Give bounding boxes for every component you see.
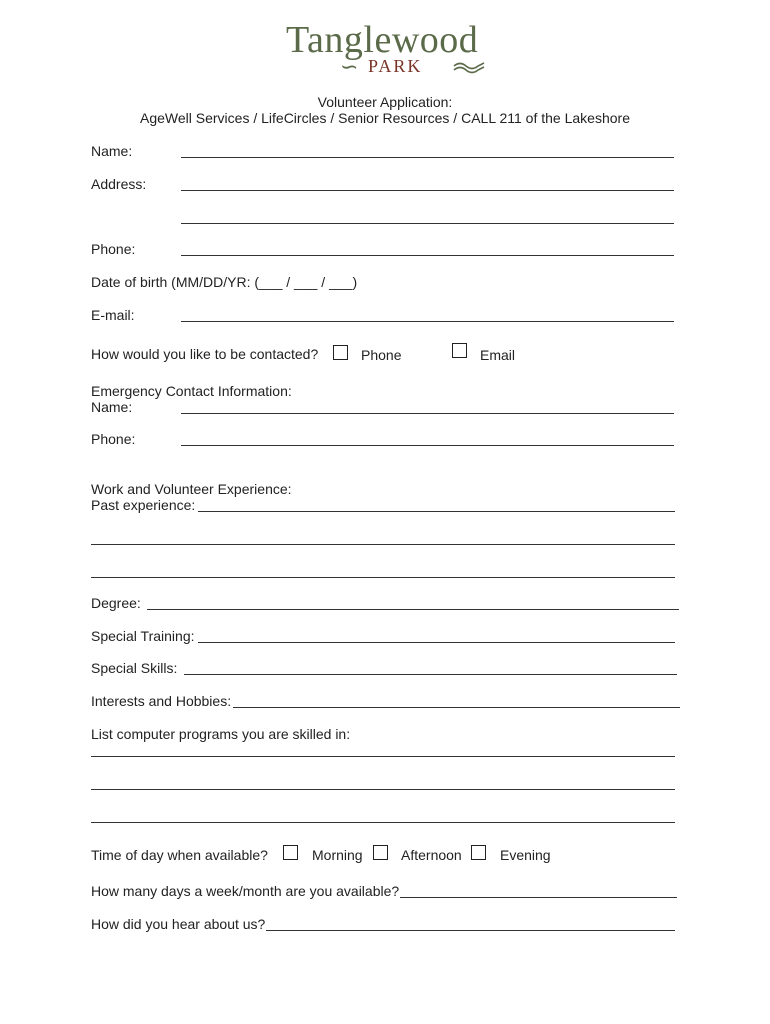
interests-label: Interests and Hobbies:	[91, 693, 232, 709]
days-available-label: How many days a week/month are you available?	[91, 883, 400, 899]
emergency-name-field[interactable]	[181, 413, 674, 414]
computer-programs-label: List computer programs you are skilled in:	[91, 726, 351, 742]
special-training-field[interactable]	[198, 642, 675, 643]
email-label: E-mail:	[91, 307, 135, 323]
time-morning-label: Morning	[312, 847, 363, 863]
logo-park: PARK	[368, 56, 423, 76]
contact-question: How would you like to be contacted?	[91, 346, 319, 362]
degree-label: Degree:	[91, 595, 141, 611]
heard-about-field[interactable]	[266, 930, 675, 931]
special-skills-field[interactable]	[184, 674, 677, 675]
name-label: Name:	[91, 143, 133, 159]
name-field[interactable]	[181, 157, 674, 158]
degree-field[interactable]	[147, 609, 679, 610]
past-experience-field[interactable]	[198, 511, 675, 512]
special-training-label: Special Training:	[91, 628, 195, 644]
computer-programs-field-line-3[interactable]	[91, 822, 675, 823]
logo-wave-icon	[452, 60, 486, 74]
past-experience-label: Past experience:	[91, 497, 196, 513]
address-field-line-1[interactable]	[181, 190, 674, 191]
address-label: Address:	[91, 176, 147, 192]
phone-field[interactable]	[181, 255, 674, 256]
computer-programs-field-line-2[interactable]	[91, 789, 675, 790]
time-afternoon-checkbox[interactable]	[373, 845, 388, 860]
email-field[interactable]	[181, 321, 674, 322]
special-skills-label: Special Skills:	[91, 660, 178, 676]
time-question: Time of day when available?	[91, 847, 268, 863]
contact-phone-label: Phone	[361, 347, 402, 363]
contact-email-checkbox[interactable]	[452, 343, 467, 358]
phone-label: Phone:	[91, 241, 136, 257]
form-title: Volunteer Application:	[317, 94, 453, 110]
computer-programs-field-line-1[interactable]	[91, 756, 675, 757]
logo-swirl-icon: ∽	[340, 54, 359, 79]
time-evening-checkbox[interactable]	[471, 845, 486, 860]
emergency-phone-label: Phone:	[91, 431, 136, 447]
contact-phone-checkbox[interactable]	[333, 345, 348, 360]
time-morning-checkbox[interactable]	[283, 845, 298, 860]
days-available-field[interactable]	[400, 897, 677, 898]
dob-label[interactable]: Date of birth (MM/DD/YR: (___ / ___ / ___)	[91, 274, 358, 290]
logo-wordmark: Tanglewood	[286, 19, 479, 61]
address-field-line-2[interactable]	[181, 223, 674, 224]
time-evening-label: Evening	[500, 847, 551, 863]
form-subtitle: AgeWell Services / LifeCircles / Senior Resources / CALL 211 of the Lakeshore	[140, 110, 630, 126]
emergency-heading: Emergency Contact Information:	[91, 383, 292, 399]
interests-field[interactable]	[233, 707, 680, 708]
past-experience-field-line-3[interactable]	[91, 577, 675, 578]
emergency-phone-field[interactable]	[181, 445, 674, 446]
emergency-name-label: Name:	[91, 399, 133, 415]
contact-email-label: Email	[480, 347, 516, 363]
time-afternoon-label: Afternoon	[401, 847, 462, 863]
heard-about-label: How did you hear about us?	[91, 916, 266, 932]
work-heading: Work and Volunteer Experience:	[91, 481, 292, 497]
past-experience-field-line-2[interactable]	[91, 544, 675, 545]
